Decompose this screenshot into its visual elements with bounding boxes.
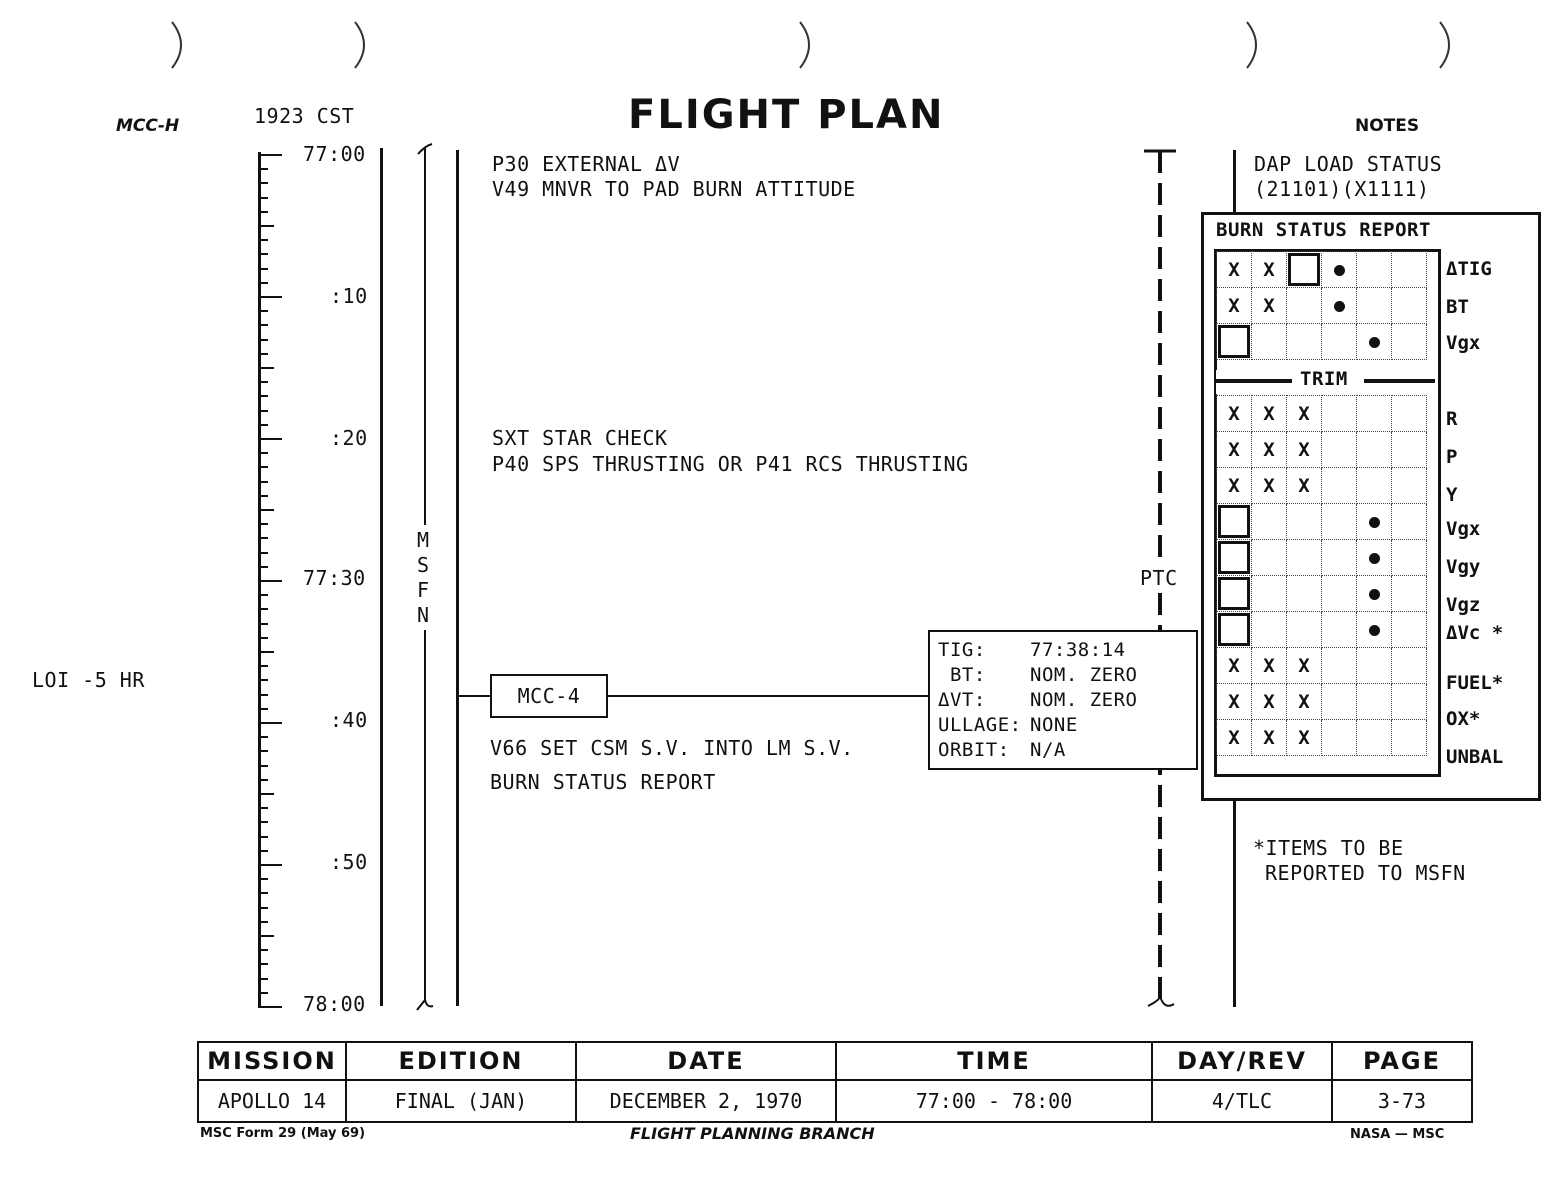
minute-tick xyxy=(258,481,268,483)
activity-v49: V49 MNVR TO PAD BURN ATTITUDE xyxy=(492,177,856,201)
label-vgz: Vgz xyxy=(1446,594,1481,616)
form-number: MSC Form 29 (May 69) xyxy=(200,1126,366,1141)
label-vgx-2: Vgx xyxy=(1446,518,1481,540)
minute-tick xyxy=(258,921,268,923)
minute-tick xyxy=(258,168,268,170)
minute-tick xyxy=(258,864,282,866)
footnote-line2: REPORTED TO MSFN xyxy=(1265,861,1466,885)
loi-note: LOI -5 HR xyxy=(32,668,145,692)
activity-p40: P40 SPS THRUSTING OR P41 RCS THRUSTING xyxy=(492,452,969,476)
minute-tick xyxy=(258,225,274,227)
minute-tick xyxy=(258,907,268,909)
minute-tick xyxy=(258,679,268,681)
minute-tick xyxy=(258,268,268,270)
minute-tick xyxy=(258,466,268,468)
label-p: P xyxy=(1446,446,1458,468)
minute-tick xyxy=(258,665,268,667)
dap-load-values: (21101)(X1111) xyxy=(1254,177,1430,201)
mcc4-box: MCC-4 xyxy=(490,674,608,718)
minute-tick xyxy=(258,182,268,184)
minute-tick xyxy=(258,949,268,951)
footer-header-page: PAGE xyxy=(1332,1042,1472,1080)
minute-tick xyxy=(258,339,268,341)
minute-tick xyxy=(258,765,268,767)
minute-tick xyxy=(258,708,268,710)
minute-tick xyxy=(258,353,268,355)
clock-label: 1923 CST xyxy=(254,104,355,128)
footer-header-date: DATE xyxy=(576,1042,836,1080)
activity-burn-report: BURN STATUS REPORT xyxy=(490,770,716,794)
minute-tick xyxy=(258,736,268,738)
minute-tick xyxy=(258,197,268,199)
branch-label: FLIGHT PLANNING BRANCH xyxy=(630,1124,875,1143)
burn-pad xyxy=(928,630,1198,770)
minute-tick xyxy=(258,509,274,511)
minute-tick xyxy=(258,537,268,539)
label-unbal: UNBAL xyxy=(1446,746,1504,768)
time-label-7730: 77:30 xyxy=(303,566,366,590)
column-divider-left xyxy=(380,148,383,1006)
minute-tick xyxy=(258,211,268,213)
minute-tick xyxy=(258,410,268,412)
minute-tick xyxy=(258,637,268,639)
minute-tick xyxy=(258,296,282,298)
footnote-line1: *ITEMS TO BE xyxy=(1253,836,1404,860)
time-label-7800: 78:00 xyxy=(303,992,366,1016)
burn-status-report-title: BURN STATUS REPORT xyxy=(1216,219,1431,241)
minute-tick xyxy=(258,793,274,795)
footer-edition: FINAL (JAN) xyxy=(346,1080,576,1122)
minute-tick xyxy=(258,424,268,426)
ptc-label: PTC xyxy=(1140,566,1178,590)
minute-tick xyxy=(258,594,268,596)
minute-tick xyxy=(258,452,268,454)
mcc4-connector-left xyxy=(458,695,490,697)
footer-page: 3-73 xyxy=(1332,1080,1472,1122)
burn-pad-keys: TIG: BT: ΔVT: ULLAGE: ORBIT: xyxy=(938,639,1022,761)
activity-v66: V66 SET CSM S.V. INTO LM S.V. xyxy=(490,736,854,760)
minute-tick xyxy=(258,381,268,383)
minute-tick xyxy=(258,310,268,312)
label-dvc: ΔVc * xyxy=(1446,622,1504,644)
dap-load-status: DAP LOAD STATUS xyxy=(1254,152,1443,176)
minute-tick xyxy=(258,324,268,326)
binder-hole-marks xyxy=(0,0,1565,80)
notes-divider-top xyxy=(1233,150,1236,212)
minute-tick xyxy=(258,694,268,696)
label-vgx-1: Vgx xyxy=(1446,332,1481,354)
time-label-50: :50 xyxy=(330,850,368,874)
minute-tick xyxy=(258,239,268,241)
minute-tick xyxy=(258,892,268,894)
trim-divider: TRIM xyxy=(1216,370,1435,394)
minute-tick xyxy=(258,935,274,937)
minute-tick xyxy=(258,651,274,653)
minute-tick xyxy=(258,836,268,838)
minute-tick xyxy=(258,1006,282,1008)
footer-header-time: TIME xyxy=(836,1042,1152,1080)
footer-mission: APOLLO 14 xyxy=(198,1080,346,1122)
time-label-20: :20 xyxy=(330,426,368,450)
minute-tick xyxy=(258,978,268,980)
label-y: Y xyxy=(1446,484,1458,506)
footer-time: 77:00 - 78:00 xyxy=(836,1080,1152,1122)
label-fuel: FUEL* xyxy=(1446,672,1504,694)
minute-tick xyxy=(258,253,268,255)
minute-tick xyxy=(258,722,282,724)
burn-pad-values: 77:38:14 NOM. ZERO NOM. ZERO NONE N/A xyxy=(1030,639,1138,761)
minute-tick xyxy=(258,807,268,809)
time-label-40: :40 xyxy=(330,708,368,732)
footer-dayrev: 4/TLC xyxy=(1152,1080,1332,1122)
label-ox: OX* xyxy=(1446,708,1481,730)
label-vgy: Vgy xyxy=(1446,556,1481,578)
minute-tick xyxy=(258,608,268,610)
footer-header-dayrev: DAY/REV xyxy=(1152,1042,1332,1080)
minute-tick xyxy=(258,963,268,965)
minute-tick xyxy=(258,580,282,582)
time-label-10: :10 xyxy=(330,284,368,308)
minute-tick xyxy=(258,552,268,554)
station-label: MCC-H xyxy=(116,116,180,136)
agency-label: NASA — MSC xyxy=(1350,1127,1445,1142)
minute-tick xyxy=(258,523,268,525)
notes-divider-bottom xyxy=(1233,797,1236,1007)
minute-tick xyxy=(258,495,268,497)
minute-tick xyxy=(258,821,268,823)
burn-status-grid: X X X X X X X X X X X X X X X X X X X X X X xyxy=(1216,251,1427,756)
label-r: R xyxy=(1446,408,1458,430)
minute-tick xyxy=(258,395,268,397)
footer-date: DECEMBER 2, 1970 xyxy=(576,1080,836,1122)
msfn-label: M S F N xyxy=(417,528,430,627)
time-label-7700: 77:00 xyxy=(303,142,366,166)
minute-tick xyxy=(258,438,282,440)
minute-tick xyxy=(258,850,268,852)
minute-tick xyxy=(258,154,282,156)
minute-tick xyxy=(258,623,268,625)
minute-tick xyxy=(258,282,268,284)
minute-tick xyxy=(258,878,268,880)
activity-p30: P30 EXTERNAL ΔV xyxy=(492,152,681,176)
minute-tick xyxy=(258,750,268,752)
label-bt: BT xyxy=(1446,296,1469,318)
notes-header: NOTES xyxy=(1355,116,1420,136)
minute-tick xyxy=(258,992,268,994)
minute-tick xyxy=(258,566,268,568)
minute-tick xyxy=(258,367,274,369)
footer-table xyxy=(197,1041,1473,1123)
minute-tick xyxy=(258,779,268,781)
footer-header-edition: EDITION xyxy=(346,1042,576,1080)
column-divider-activity xyxy=(456,150,459,1006)
label-dtig: ΔTIG xyxy=(1446,258,1492,280)
activity-sxt: SXT STAR CHECK xyxy=(492,426,668,450)
mcc4-connector-right xyxy=(606,695,928,697)
footer-header-mission: MISSION xyxy=(198,1042,346,1080)
page-title: FLIGHT PLAN xyxy=(628,92,945,138)
